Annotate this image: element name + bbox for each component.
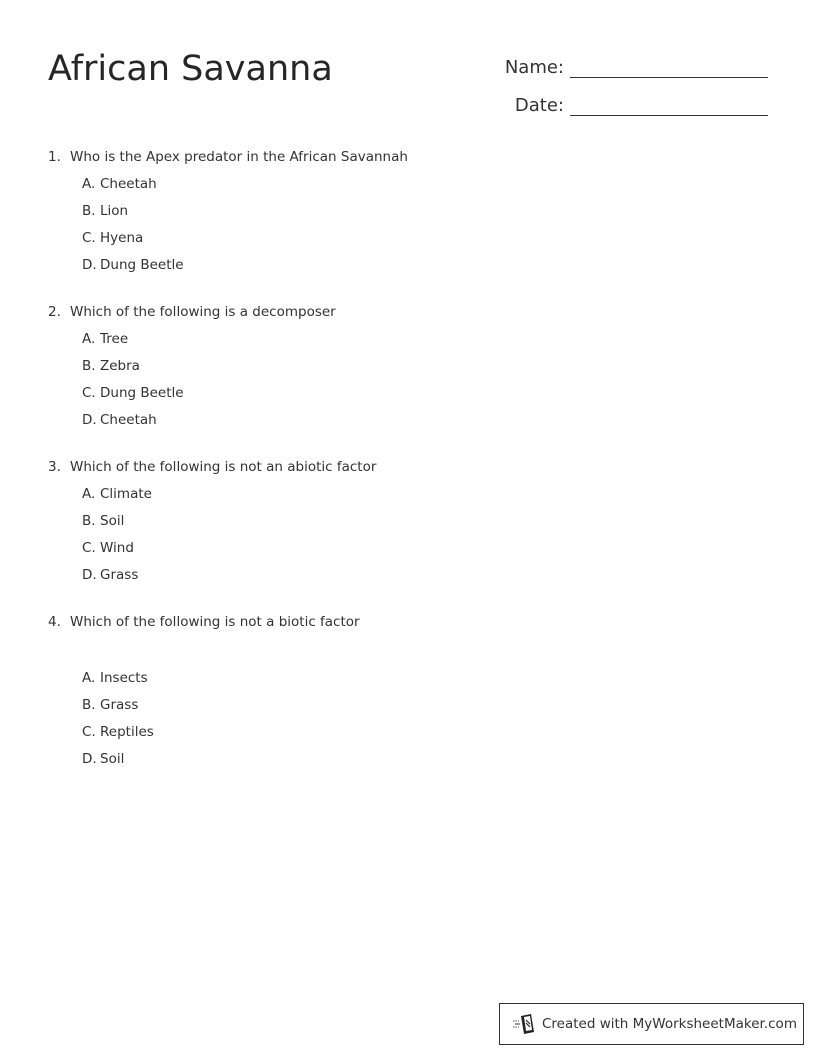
choice-letter: C.	[82, 385, 96, 401]
choice-text: Cheetah	[100, 412, 157, 428]
date-label: Date:	[514, 95, 564, 116]
question-text: Which of the following is not a biotic factor	[70, 614, 360, 630]
choice-b	[48, 356, 336, 376]
choice-list	[48, 174, 408, 275]
choice-text: Insects	[100, 670, 148, 686]
choice-d	[48, 749, 360, 769]
choice-c	[48, 228, 408, 248]
date-field-row	[500, 88, 768, 118]
question-prompt	[48, 147, 408, 167]
choice-letter: A.	[82, 486, 96, 502]
badge-text: Created with MyWorksheetMaker.com	[542, 1016, 797, 1032]
question-prompt	[48, 457, 376, 477]
choice-text: Wind	[100, 540, 134, 556]
choice-a	[48, 174, 408, 194]
choice-text: Reptiles	[100, 724, 154, 740]
choice-text: Grass	[100, 567, 139, 583]
choice-letter: A.	[82, 331, 96, 347]
choice-text: Climate	[100, 486, 152, 502]
choice-a	[48, 484, 376, 504]
choice-letter: D.	[82, 751, 97, 767]
choice-letter: B.	[82, 358, 96, 374]
question-number: 1.	[48, 149, 61, 165]
choice-text: Dung Beetle	[100, 257, 184, 273]
name-blank-line	[570, 51, 768, 78]
question-prompt	[48, 612, 360, 632]
choice-a	[48, 329, 336, 349]
question-4	[48, 612, 360, 769]
question-text: Which of the following is a decomposer	[70, 304, 336, 320]
choice-b	[48, 511, 376, 531]
question-2	[48, 302, 336, 430]
choice-b	[48, 201, 408, 221]
choice-text: Hyena	[100, 230, 144, 246]
choice-d	[48, 255, 408, 275]
choice-text: Soil	[100, 513, 125, 529]
choice-letter: C.	[82, 540, 96, 556]
choice-text: Zebra	[100, 358, 140, 374]
choice-d	[48, 410, 336, 430]
choice-b	[48, 695, 360, 715]
choice-text: Cheetah	[100, 176, 157, 192]
choice-c	[48, 383, 336, 403]
question-3	[48, 457, 376, 585]
choice-letter: C.	[82, 724, 96, 740]
choice-text: Soil	[100, 751, 125, 767]
choice-letter: A.	[82, 670, 96, 686]
choice-c	[48, 538, 376, 558]
choice-text: Tree	[100, 331, 129, 347]
choice-letter: B.	[82, 203, 96, 219]
choice-list	[48, 329, 336, 430]
question-1	[48, 147, 408, 275]
choice-letter: D.	[82, 412, 97, 428]
choice-letter: B.	[82, 697, 96, 713]
choice-text: Dung Beetle	[100, 385, 184, 401]
choice-letter: D.	[82, 257, 97, 273]
choice-letter: A.	[82, 176, 96, 192]
choice-c	[48, 722, 360, 742]
question-number: 2.	[48, 304, 61, 320]
choice-text: Grass	[100, 697, 139, 713]
choice-letter: C.	[82, 230, 96, 246]
choice-list	[48, 484, 376, 585]
choice-d	[48, 565, 376, 585]
name-label: Name:	[504, 57, 564, 78]
choice-list	[48, 668, 360, 769]
choice-letter: D.	[82, 567, 97, 583]
choice-letter: B.	[82, 513, 96, 529]
worksheet-title: African Savanna	[48, 49, 333, 89]
choice-a	[48, 668, 360, 688]
choice-text: Lion	[100, 203, 129, 219]
date-blank-line	[570, 89, 768, 116]
name-field-row	[500, 50, 768, 80]
worksheet-logo-icon	[512, 1013, 536, 1035]
question-text: Which of the following is not an abiotic factor	[70, 459, 377, 475]
created-with-badge[interactable]	[499, 1003, 804, 1045]
question-number: 4.	[48, 614, 61, 630]
question-text: Who is the Apex predator in the African Savannah	[70, 149, 408, 165]
question-number: 3.	[48, 459, 61, 475]
question-prompt	[48, 302, 336, 322]
